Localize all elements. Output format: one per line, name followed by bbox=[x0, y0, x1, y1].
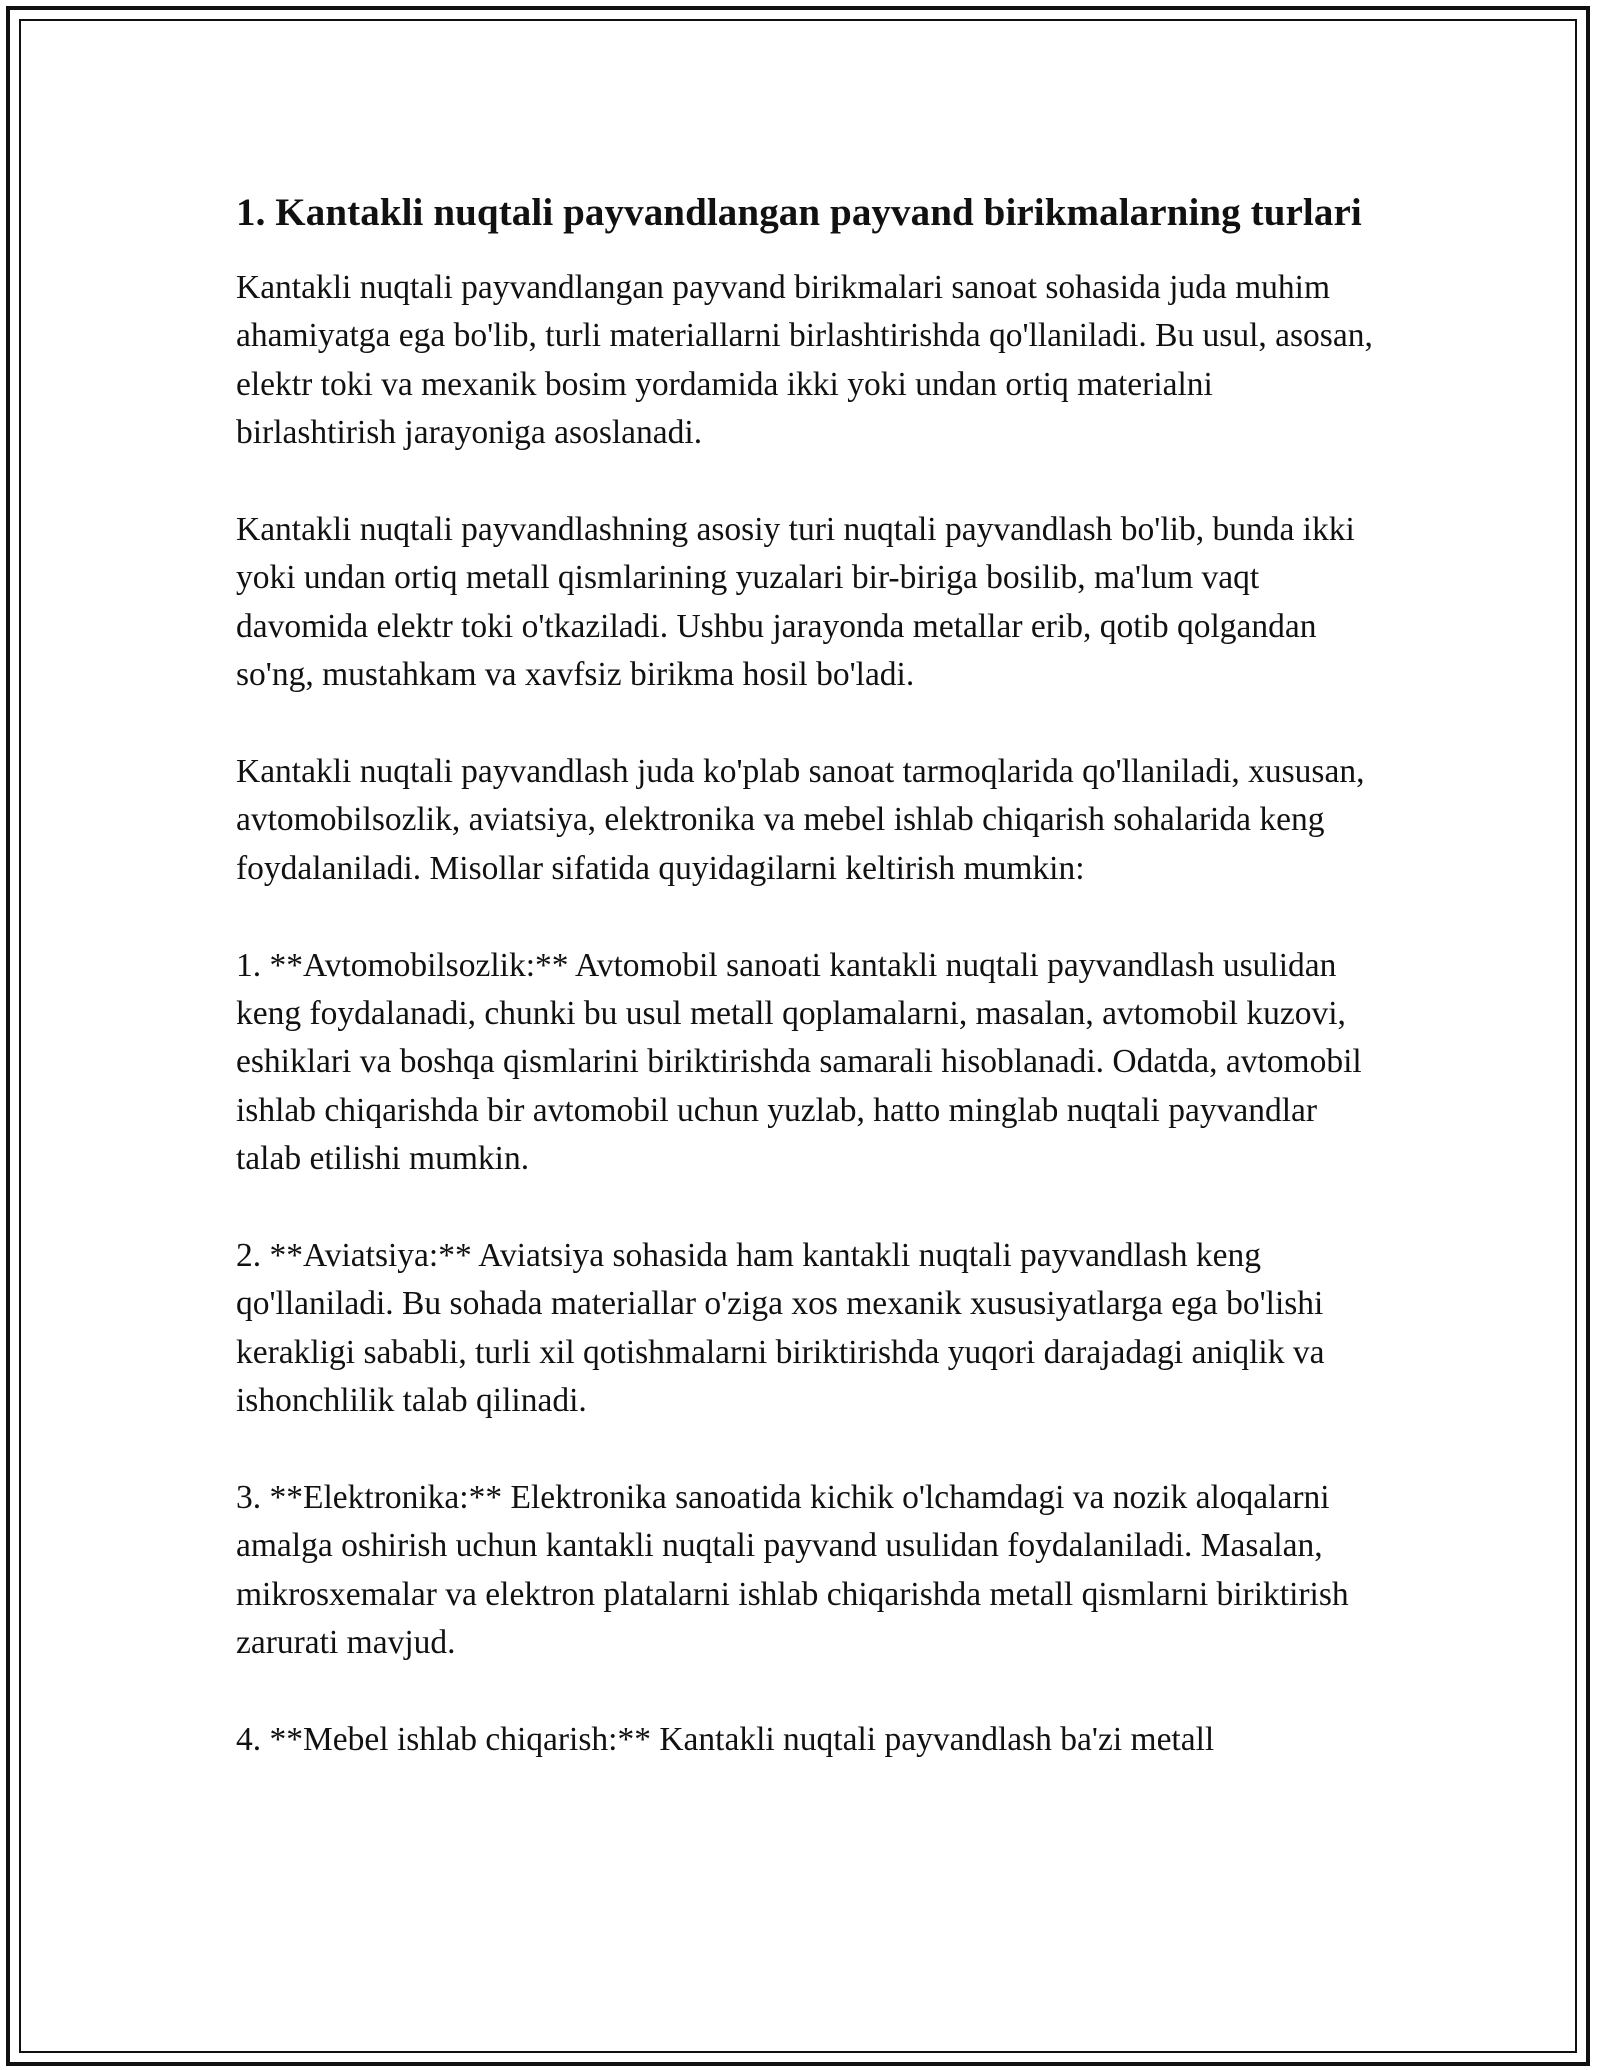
list-item-aviation: 2. **Aviatsiya:** Aviatsiya sohasida ham kantakli nuqtali payvandlash keng qo'llaniladi. Bu sohada materiallar o'ziga xos mexanik xususiyatlarga ega bo'lishi kerakligi sababli, turli xil qotishmalarni biriktirishda yuqori darajadagi aniqlik va ishonchlilik talab qilinadi. bbox=[236, 1237, 1325, 1420]
document-body bbox=[236, 186, 1376, 1813]
list-item-furniture: 4. **Mebel ishlab chiqarish:** Kantakli nuqtali payvandlash ba'zi metall bbox=[236, 1721, 1215, 1759]
section-heading: 1. Kantakli nuqtali payvandlangan payvand birikmalarning turlari bbox=[236, 191, 1362, 234]
list-item-electronics: 3. **Elektronika:** Elektronika sanoatida kichik o'lchamdagi va nozik aloqalarni amalga oshirish uchun kantakli nuqtali payvand usulidan foydalaniladi. Masalan, mikrosxemalar va elektron platalarni ishlab chiqarishda metall qismlarni biriktirish zarurati mavjud. bbox=[236, 1479, 1349, 1662]
paragraph-applications: Kantakli nuqtali payvandlash juda ko'plab sanoat tarmoqlarida qo'llaniladi, xususan, avtomobilsozlik, aviatsiya, elektronika va mebel ishlab chiqarish sohalarida keng foydalaniladi. Misollar sifatida quyidagilarni keltirish mumkin: bbox=[236, 753, 1365, 887]
list-item-automotive: 1. **Avtomobilsozlik:** Avtomobil sanoati kantakli nuqtali payvandlash usulidan keng foydalanadi, chunki bu usul metall qoplamalarni, masalan, avtomobil kuzovi, eshiklari va boshqa qismlarini biriktirishda samarali hisoblanadi. Odatda, avtomobil ishlab chiqarishda bir avtomobil uchun yuzlab, hatto minglab nuqtali payvandlar talab etilishi mumkin. bbox=[236, 946, 1362, 1178]
paragraph-intro: Kantakli nuqtali payvandlangan payvand birikmalari sanoat sohasida juda muhim ahamiyatga ega bo'lib, turli materiallarni birlashtirishda qo'llaniladi. Bu usul, asosan, elektr toki va mexanik bosim yordamida ikki yoki undan ortiq materialni birlashtirish jarayoniga asoslanadi. bbox=[236, 269, 1373, 452]
paragraph-main-type: Kantakli nuqtali payvandlashning asosiy turi nuqtali payvandlash bo'lib, bunda ikki yoki undan ortiq metall qismlarining yuzalari bir-biriga bosilib, ma'lum vaqt davomida elektr toki o'tkaziladi. Ushbu jarayonda metallar erib, qotib qolgandan so'ng, mustahkam va xavfsiz birikma hosil bo'ladi. bbox=[236, 511, 1355, 694]
